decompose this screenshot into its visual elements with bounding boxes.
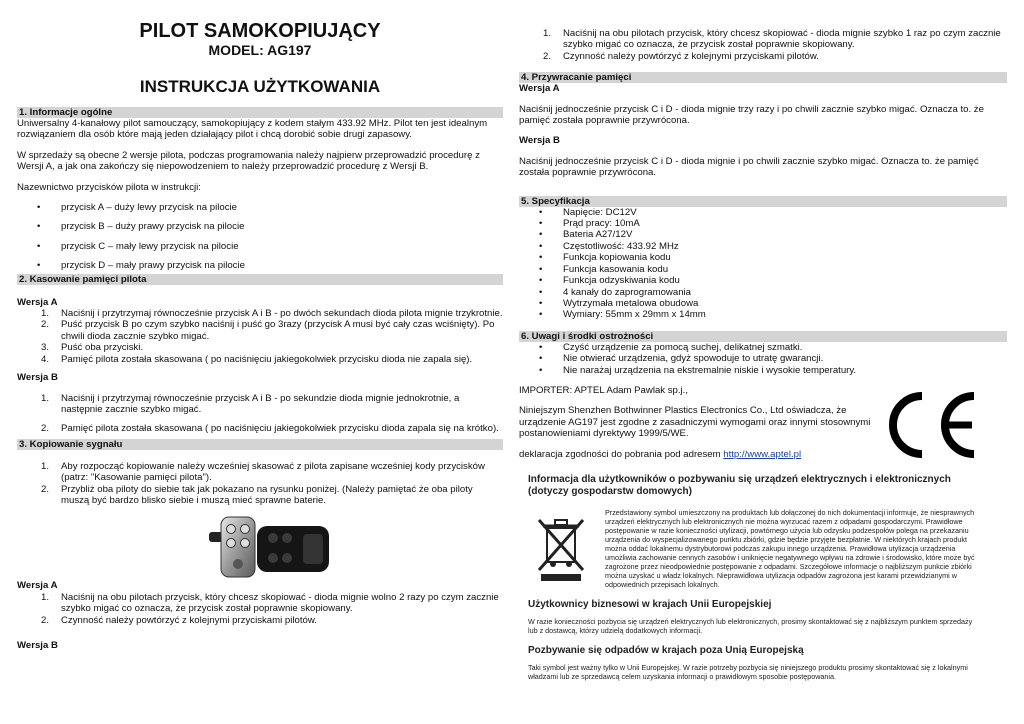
list-item: 2. Pamięć pilota została skasowana ( po naciśnięciu jakiegokolwiek przycisku dioda zapala się na krótko).: [41, 423, 499, 435]
aptel-link[interactable]: http://www.aptel.pl: [723, 448, 802, 460]
list-item: • Bateria A27/12V: [519, 229, 1007, 240]
list-item: 2. Przybliż oba piloty do siebie tak jak pokazano na rysunku poniżej. (Należy pamiętać że oba piloty muszą być bardzo blisko siebie i muszą mieć sprawne baterie.: [41, 483, 473, 506]
weee-heading: Informacja dla użytkowników o pozbywaniu się urządzeń elektrycznych i elektronicznych (dotyczy gospodarstw domowych): [528, 474, 951, 497]
list-item: 1. Aby rozpocząć kopiowanie należy wcześniej skasować z pilota zapisane wcześniej kody przycisków (patrz: "Kasowanie pamięci pilota").: [41, 460, 485, 484]
section-2-heading: 2. Kasowanie pamięci pilota: [17, 274, 503, 285]
list-item: • przycisk D – mały prawy przycisk na pilocie: [17, 260, 503, 271]
weee-info-block: [519, 474, 979, 710]
s2-version-a-steps: [17, 308, 503, 365]
list-item: • Częstotliwość: 433.92 MHz: [519, 241, 1007, 252]
s4-version-a-label: Wersja A: [519, 83, 560, 95]
list-item: • Funkcja odzyskiwania kodu: [519, 275, 1007, 286]
s1-paragraph-2: W sprzedaży są obecne 2 wersje pilota, podczas programowania należy najpierw przeprowadzić procedurę z Wersji A, a jak ona zakończy się niepowodzeniem to należy przeprowadzić procedurę z Wersji B.: [17, 149, 480, 173]
list-item: 1. Naciśnij i przytrzymaj równocześnie przycisk A i B - po sekundzie dioda mignie jednokrotnie, a następnie zacznie szybko migać.: [41, 392, 460, 415]
s2-version-b-label: Wersja B: [17, 372, 58, 384]
precautions-list: [519, 342, 1007, 376]
section-4-heading: 4. Przywracanie pamięci: [519, 72, 1007, 83]
list-item: • 4 kanały do zaprogramowania: [519, 287, 1007, 298]
instructions-title: INSTRUKCJA UŻYTKOWANIA: [139, 77, 381, 96]
list-item: • przycisk B – duży prawy przycisk na pilocie: [17, 221, 503, 232]
download-line: deklaracja zgodności do pobrania pod adresem http://www.aptel.pl: [519, 448, 802, 460]
s3-version-b-label: Wersja B: [17, 639, 58, 651]
ce-mark-icon: [878, 388, 982, 462]
weee-main: [519, 508, 979, 589]
s4-version-b-label: Wersja B: [519, 135, 560, 147]
list-item: 1. Naciśnij na obu pilotach przycisk, który chcesz skopiować - dioda mignie wolno 2 razy po czym zacznie szybko migać co oznacza, że przycisk został poprawnie skopiowany.: [41, 591, 499, 615]
remotes-photo: [207, 514, 333, 580]
list-item: • Funkcja kasowania kodu: [519, 264, 1007, 275]
list-item: • przycisk C – mały lewy przycisk na pilocie: [17, 241, 503, 252]
left-column: [17, 0, 503, 651]
list-item: 1. Naciśnij na obu pilotach przycisk, który chcesz skopiować - dioda mignie szybko 1 raz po czym zacznie szybko migać co oznacza, że przycisk został poprawnie skopiowany.: [543, 28, 1001, 51]
model-label: MODEL: AG197: [208, 42, 312, 58]
s4-version-b-text: Naciśnij jednocześnie przycisk C i D - dioda mignie i po chwili zacznie szybko migać. Oznacza to. że pamięć została poprawnie przywrócona.: [519, 155, 979, 179]
s3-version-a-steps: [17, 592, 503, 626]
s1-paragraph-1: Uniwersalny 4-kanałowy pilot samouczący, samokopiujący z kodem stałym 433.92 MHz. Pilot ten jest idealnym rozwiązaniem dla osób które mają jeden działający pilot i chcą dorobić sobie drugi zapasowy.: [17, 118, 488, 141]
s4-version-a-text: Naciśnij jednocześnie przycisk C i D - dioda mignie trzy razy i po chwili zacznie szybko migać. Oznacza to. że pamięć została poprawnie przywrócona.: [519, 103, 984, 127]
list-item: • Wytrzymała metalowa obudowa: [519, 298, 1007, 309]
list-item: 4. Pamięć pilota została skasowana ( po naciśnięciu jakiegokolwiek przycisku dioda nie zapala się).: [41, 353, 473, 365]
s3-version-a-label: Wersja A: [17, 580, 58, 592]
importer-text: IMPORTER: APTEL Adam Pawlak sp.j.,: [519, 384, 689, 396]
list-item: 2. Czynność należy powtórzyć z kolejnymi przyciskami pilotów.: [543, 50, 819, 62]
document-title: PILOT SAMOKOPIUJĄCY: [139, 20, 381, 42]
weee-business-heading: Użytkownicy biznesowi w krajach Unii Europejskiej: [528, 599, 772, 610]
list-item: 3. Puść oba przyciski.: [41, 342, 144, 354]
declaration-text: Niniejszym Shenzhen Bothwinner Plastics Electronics Co., Ltd oświadcza, że urządzenie AG197 jest zgodne z zasadniczymi wymogami oraz innymi stosownymi postanowieniami dyrektywy 1999/5/WE.: [519, 405, 871, 440]
list-item: 2. Puść przycisk B po czym szybko naciśnij i puść go 3razy (przycisk A musi być cały czas wciśnięty). Po chwili dioda zacznie szybko migać.: [41, 319, 495, 342]
s2-version-a-label: Wersja A: [17, 296, 58, 308]
button-names-list: [17, 202, 503, 272]
weee-body: Przedstawiony symbol umieszczony na produktach lub dołączonej do nich dokumentacji informuje, że niesprawnych urządzeń elektrycznych lub elektronicznych nie można wyrzucać razem z odpadami gospodarczymi. Prawidłowe postępowanie w razie konieczności utylizacji, powtórnego użycia lub odzysku podzespołów polega na przekazaniu urządzenia do wyspecjalizowanego punktu zbiórki, gdzie będzie przyjęte bezpłatnie. W niektórych krajach produkt można oddać lokalnemu dystrybutorowi podczas zakupu innego urządzenia. Prawidłowa utylizacja urządzenia umożliwia zachowanie cennych zasobów i uniknięcie negatywnego wpływu na zdrowie i środowisko, które może być zagrożone przez nieodpowiednie postępowanie z odpadami. Szczegółowe informacje o najbliższym punkcie zbiórki można uzyskać u władz lokalnych. Nieprawidłowa utylizacja odpadów zagrożona jest karami przewidzianymi w odpowiednich przepisach lokalnych.: [605, 508, 975, 589]
weee-business-text: W razie konieczności pozbycia się urządzeń elektrycznych lub elektronicznych, prosimy skontaktować się z najbliższym punktem sprzedaży lub z dostawcą, którzy udzielą dodatkowych informacji.: [528, 617, 973, 635]
s3-version-b-steps: [519, 28, 1007, 62]
list-item: 1. Naciśnij i przytrzymaj równocześnie przycisk A i B - po dwóch sekundach dioda pilota mignie trzykrotnie.: [41, 308, 503, 320]
crossed-bin-icon: [533, 514, 589, 584]
list-item: • Funkcja kopiowania kodu: [519, 252, 1007, 263]
weee-non-eu-text: Taki symbol jest ważny tylko w Unii Europejskej. W razie potrzeby pozbycia się niniejszego produktu prosimy skontaktować się z lokalnymi władzami lub ze sprzedawcą celem uzyskania informacji o prawidłowym sposobie postępowania.: [528, 663, 968, 681]
section-6-heading: 6. Uwagi i środki ostrożności: [519, 331, 1007, 342]
weee-non-eu-heading: Pozbywanie się odpadów w krajach poza Unią Europejską: [528, 645, 804, 656]
spec-list: [519, 207, 1007, 321]
list-item: 2. Czynność należy powtórzyć z kolejnymi przyciskami pilotów.: [41, 614, 317, 626]
section-3-heading: 3. Kopiowanie sygnału: [17, 439, 503, 450]
s2-version-b-steps: [17, 393, 503, 435]
section-1-heading: 1. Informacje ogólne: [17, 107, 503, 118]
list-item: • Nie narażaj urządzenia na ekstremalnie niskie i wysokie temperatury.: [519, 365, 1007, 376]
list-item: • Wymiary: 55mm x 29mm x 14mm: [519, 309, 1007, 320]
s1-paragraph-3: Nazewnictwo przycisków pilota w instrukcji:: [17, 181, 201, 193]
list-item: • przycisk A – duży lewy przycisk na pilocie: [17, 202, 503, 213]
list-item: • Prąd pracy: 10mA: [519, 218, 1007, 229]
list-item: • Nie otwierać urządzenia, gdyż spowoduje to utratę gwarancji.: [519, 353, 1007, 364]
list-item: • Napięcie: DC12V: [519, 207, 1007, 218]
list-item: • Czyść urządzenie za pomocą suchej, delikatnej szmatki.: [519, 342, 1007, 353]
s3-steps: [17, 461, 503, 507]
section-5-heading: 5. Specyfikacja: [519, 196, 1007, 207]
